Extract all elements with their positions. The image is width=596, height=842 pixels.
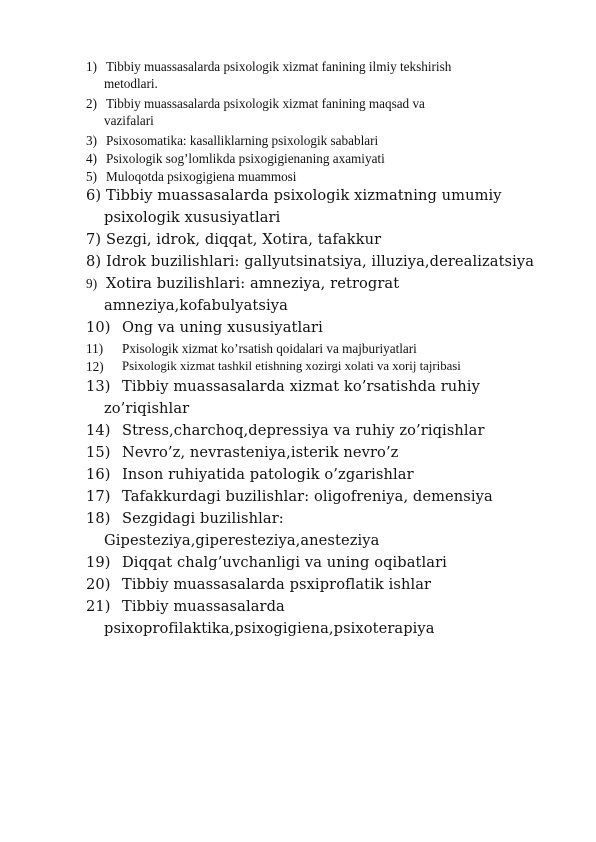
item-text: Stress,charchoq,depressiya va ruhiy zo’riqishlar [122, 422, 485, 439]
item-number: 20) [86, 576, 111, 593]
item-text: Tibbiy muassasalarda psixologik xizmatning umumiy [106, 187, 502, 204]
item-text: metodlari. [104, 76, 158, 91]
item-number: 11) [86, 341, 104, 356]
item-text: Sezgidagi buzilishlar: [122, 510, 284, 527]
item-number: 4) [86, 151, 97, 166]
item-number: 8) [86, 253, 102, 270]
item-text: Xotira buzilishlari: amneziya, retrograt [106, 275, 400, 292]
item-number: 2) [86, 96, 97, 111]
item-text: Idrok buzilishlari: gallyutsinatsiya, illuziya,derealizatsiya [106, 253, 535, 270]
item-text: Inson ruhiyatida patologik o’zgarishlar [122, 466, 414, 483]
item-number: 19) [86, 554, 111, 571]
item-number: 17) [86, 488, 111, 505]
item-number: 16) [86, 466, 111, 483]
item-text: psixologik xususiyatlari [104, 209, 281, 226]
item-number: 14) [86, 422, 111, 439]
item-text: Ong va uning xususiyatlari [122, 319, 323, 336]
item-number: 9) [86, 276, 98, 291]
item-number: 10) [86, 319, 111, 336]
item-number: 18) [86, 510, 111, 527]
item-text: Sezgi, idrok, diqqat, Xotira, tafakkur [106, 231, 382, 248]
item-number: 3) [86, 133, 97, 148]
item-text: Tibbiy muassasalarda [122, 598, 285, 615]
item-text: Tibbiy muassasalarda psixologik xizmat fanining maqsad va [106, 96, 425, 111]
item-number: 5) [86, 169, 97, 184]
item-text: zo’riqishlar [104, 400, 190, 417]
item-text: vazifalari [104, 113, 154, 128]
item-number: 15) [86, 444, 111, 461]
item-text: Tibbiy muassasalarda psixologik xizmat fanining ilmiy tekshirish [106, 59, 452, 74]
item-text: amneziya,kofabulyatsiya [104, 297, 288, 314]
item-number: 7) [86, 231, 102, 248]
item-text: Psixologik xizmat tashkil etishning xozirgi xolati va xorij tajribasi [122, 359, 461, 373]
item-text: psixoprofilaktika,psixogigiena,psixoterapiya [104, 620, 435, 637]
item-number: 1) [86, 59, 97, 74]
item-text: Tibbiy muassasalarda psxiproflatik ishlar [122, 576, 432, 593]
item-text: Nevro’z, nevrasteniya,isterik nevro’z [122, 444, 399, 461]
item-text: Tafakkurdagi buzilishlar: oligofreniya, demensiya [122, 488, 493, 505]
item-number: 6) [86, 187, 102, 204]
item-text: Diqqat chalg’uvchanligi va uning oqibatlari [122, 554, 447, 571]
item-text: Pxisologik xizmat ko’rsatish qoidalari va majburiyatlari [122, 341, 417, 356]
item-text: Tibbiy muassasalarda xizmat ko’rsatishda ruhiy [122, 378, 480, 395]
item-number: 21) [86, 598, 111, 615]
item-text: Gipesteziya,giperesteziya,anesteziya [104, 532, 380, 549]
item-text: Psixosomatika: kasalliklarning psixologik sabablari [106, 133, 379, 148]
item-number: 12) [86, 359, 104, 374]
item-text: Muloqotda psixogigiena muammosi [106, 169, 297, 184]
item-number: 13) [86, 378, 111, 395]
item-text: Psixologik sog’lomlikda psixogigienaning axamiyati [106, 151, 385, 166]
